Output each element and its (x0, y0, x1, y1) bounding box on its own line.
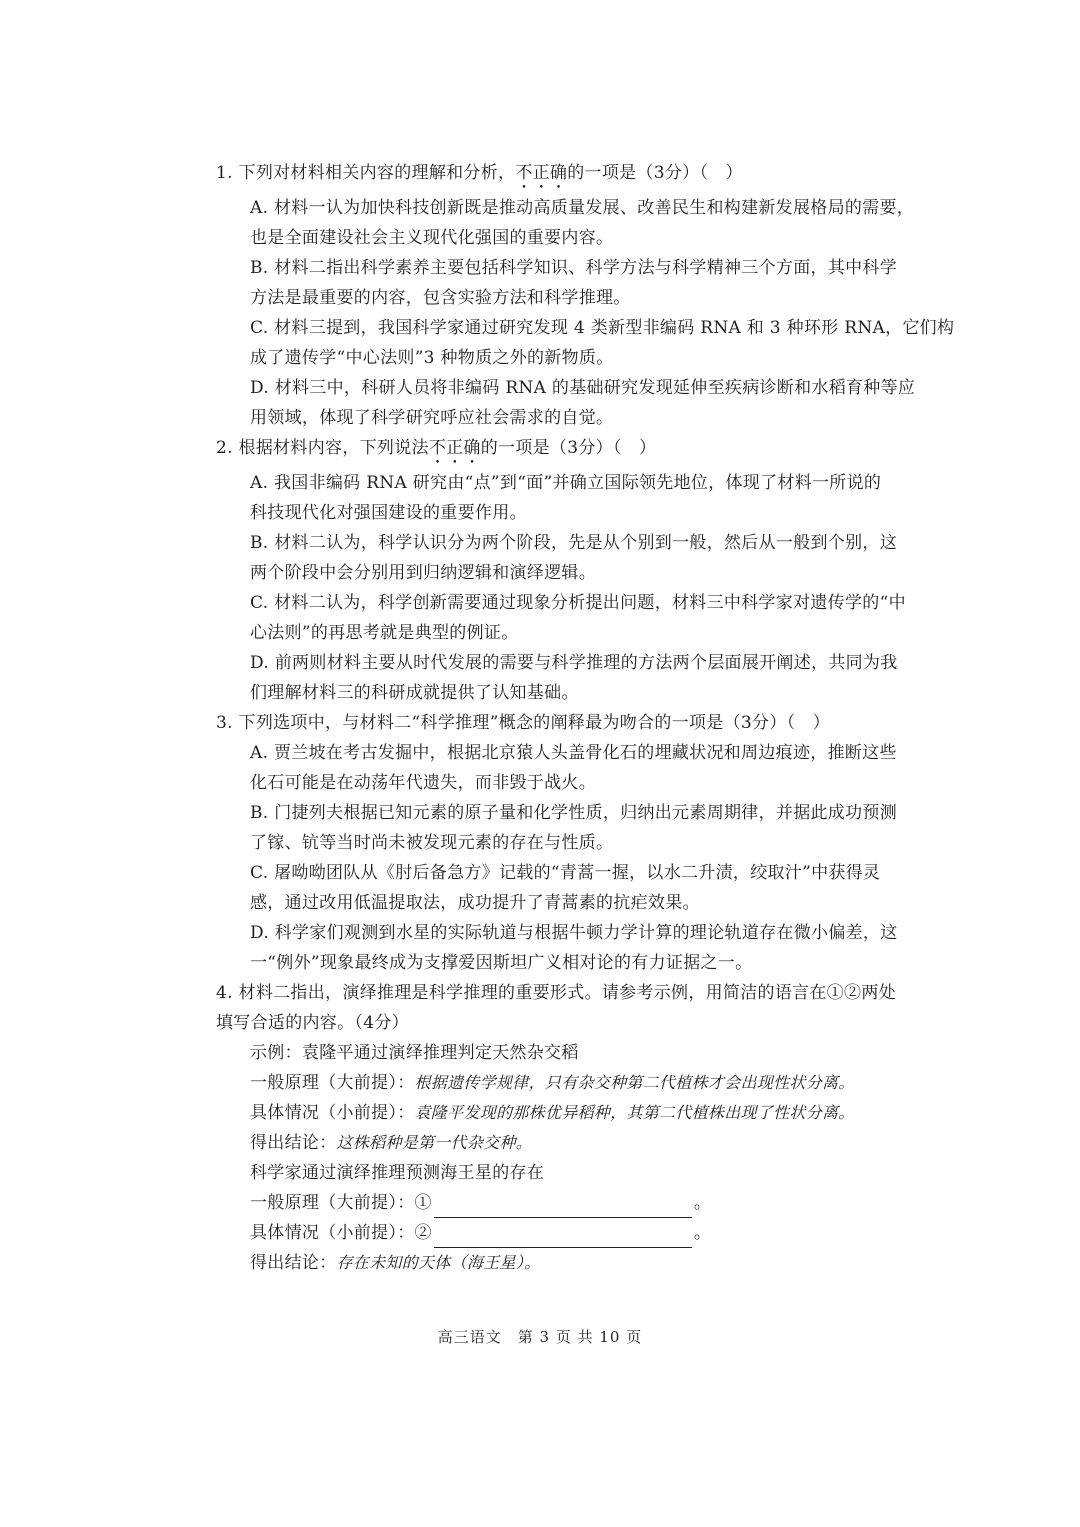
q4-answer-blank-1[interactable] (434, 1199, 692, 1218)
q4-task-minor-period: 。 (693, 1223, 712, 1243)
q2-option-b-line1: B. 材料二认为，科学认识分为两个阶段，先是从个别到一般，然后从一般到个别，这 (250, 533, 897, 553)
q3-stem-text: 3. 下列选项中，与材料二“科学推理”概念的阐释最为吻合的一项是（3分）（ ） (216, 713, 831, 733)
q4-answer-blank-2[interactable] (434, 1229, 692, 1248)
q2-stem-pre: 2. 根据材料内容，下列说法 (216, 438, 429, 458)
q4-example-minor (216, 1098, 856, 1128)
q1-stem-pre: 1. 下列对材料相关内容的理解和分析， (216, 163, 516, 183)
q2-option-a-line1: A. 我国非编码 RNA 研究由“点”到“面”并确立国际领先地位，体现了材料一所说的 (250, 473, 882, 493)
q4-example-major (216, 1068, 856, 1098)
q4-example-minor-label: 具体情况（小前提）： (250, 1103, 415, 1123)
q4-example-major-text: 根据遗传学规律，只有杂交种第二代植株才会出现性状分离。 (414, 1073, 855, 1092)
q3-option-a-cont (216, 768, 856, 798)
q4-example-title-text: 示例：袁隆平通过演绎推理判定天然杂交稻 (250, 1043, 579, 1063)
q2-option-c (216, 588, 906, 618)
q1-option-b (216, 253, 897, 283)
q1-stem (216, 158, 856, 193)
q2-stem (216, 433, 856, 468)
q1-option-a-cont (216, 223, 856, 253)
q1-option-a-line2: 也是全面建设社会主义现代化强国的重要内容。 (250, 228, 614, 248)
q1-option-a-line1: A. 材料一认为加快科技创新既是推动高质量发展、改善民生和构建新发展格局的需要， (250, 198, 915, 218)
q2-stem-emphasis: 不正确 (428, 438, 481, 458)
q2-option-b-cont (216, 558, 856, 588)
q4-task-major-label: 一般原理（大前提）：① (250, 1193, 432, 1213)
q3-stem (216, 708, 856, 738)
q3-option-b-line1: B. 门捷列夫根据已知元素的原子量和化学性质，归纳出元素周期律，并据此成功预测 (250, 803, 897, 823)
q4-task-title-text: 科学家通过演绎推理预测海王星的存在 (250, 1163, 545, 1183)
q4-stem-line1: 4. 材料二指出，演绎推理是科学推理的重要形式。请参考示例，用简洁的语言在①②两处 (216, 983, 896, 1003)
q4-task-major-period: 。 (693, 1193, 712, 1213)
q4-example-title (216, 1038, 856, 1068)
q4-task-major (216, 1188, 856, 1218)
q2-option-c-line2: 心法则”的再思考就是典型的例证。 (250, 623, 519, 643)
q2-option-d-line1: D. 前两则材料主要从时代发展的需要与科学推理的方法两个层面展开阐述，共同为我 (250, 653, 898, 673)
q3-option-b-cont (216, 828, 856, 858)
q4-stem (216, 978, 896, 1008)
q2-option-b-line2: 两个阶段中会分别用到归纳逻辑和演绎逻辑。 (250, 563, 596, 583)
q2-stem-post: 的一项是（3分）（ ） (480, 438, 657, 458)
q3-option-a-line2: 化石可能是在动荡年代遗失，而非毁于战火。 (250, 773, 596, 793)
q1-option-c-cont (216, 343, 856, 373)
q2-option-d-cont (216, 678, 856, 708)
q3-option-b (216, 798, 897, 828)
q3-option-d-cont (216, 948, 856, 978)
q1-option-d-line2: 用领域，体现了科学研究呼应社会需求的自觉。 (250, 408, 614, 428)
q1-option-a (216, 193, 915, 223)
q4-stem-cont (216, 1008, 856, 1038)
q2-option-a-line2: 科技现代化对强国建设的重要作用。 (250, 503, 527, 523)
q3-option-a (216, 738, 897, 768)
q3-option-d-line2: 一“例外”现象最终成为支撑爱因斯坦广义相对论的有力证据之一。 (250, 953, 753, 973)
q4-task-title (216, 1158, 856, 1188)
q2-option-d-line2: 们理解材料三的科研成就提供了认知基础。 (250, 683, 579, 703)
q3-option-c (216, 858, 881, 888)
q1-option-d-cont (216, 403, 856, 433)
q3-option-b-line2: 了镓、钪等当时尚未被发现元素的存在与性质。 (250, 833, 614, 853)
q1-option-b-line1: B. 材料二指出科学素养主要包括科学知识、科学方法与科学精神三个方面，其中科学 (250, 258, 897, 278)
q3-option-c-line1: C. 屠呦呦团队从《肘后备急方》记载的“青蒿一握，以水二升渍，绞取汁”中获得灵 (250, 863, 881, 883)
q4-stem-line2: 填写合适的内容。（4分） (216, 1013, 409, 1033)
page-footer: 高三语文 第 3 页 共 10 页 (437, 1328, 643, 1346)
q4-task-minor (216, 1218, 856, 1248)
q4-example-minor-text: 袁隆平发现的那株优异稻种，其第二代植株出现了性状分离。 (414, 1103, 855, 1122)
q1-option-d (216, 373, 916, 403)
q3-option-c-line2: 感，通过改用低温提取法，成功提升了青蒿素的抗疟效果。 (250, 893, 700, 913)
q2-option-c-cont (216, 618, 856, 648)
q2-option-d (216, 648, 898, 678)
q1-stem-emphasis: 不正确 (515, 163, 568, 183)
q1-option-c-line1: C. 材料三提到，我国科学家通过研究发现 4 类新型非编码 RNA 和 3 种环形 RNA，它们构 (250, 318, 955, 338)
q2-option-b (216, 528, 897, 558)
q2-option-a (216, 468, 882, 498)
q3-option-c-cont (216, 888, 856, 918)
q4-task-conclusion (216, 1248, 856, 1278)
q4-task-conclusion-text: 存在未知的天体（海王星）。 (336, 1253, 541, 1272)
q3-option-d (216, 918, 898, 948)
q2-option-a-cont (216, 498, 856, 528)
q1-option-c-line2: 成了遗传学“中心法则”3 种物质之外的新物质。 (250, 348, 614, 368)
q1-stem-post: 的一项是（3分）（ ） (567, 163, 743, 183)
q1-option-b-line2: 方法是最重要的内容，包含实验方法和科学推理。 (250, 288, 631, 308)
q4-example-conclusion (216, 1128, 856, 1158)
q4-example-conclusion-text: 这株稻种是第一代杂交种。 (336, 1133, 533, 1152)
q4-example-major-label: 一般原理（大前提）： (250, 1073, 415, 1093)
q3-option-a-line1: A. 贾兰坡在考古发掘中，根据北京猿人头盖骨化石的埋藏状况和周边痕迹，推断这些 (250, 743, 897, 763)
q1-option-b-cont (216, 283, 856, 313)
q1-option-d-line1: D. 材料三中，科研人员将非编码 RNA 的基础研究发现延伸至疾病诊断和水稻育种等应 (250, 378, 916, 398)
q4-example-conclusion-label: 得出结论： (250, 1133, 337, 1153)
q1-option-c (216, 313, 955, 343)
q3-option-d-line1: D. 科学家们观测到水星的实际轨道与根据牛顿力学计算的理论轨道存在微小偏差，这 (250, 923, 898, 943)
q2-option-c-line1: C. 材料二认为，科学创新需要通过现象分析提出问题，材料三中科学家对遗传学的“中 (250, 593, 906, 613)
exam-content (216, 158, 955, 1278)
q4-task-conclusion-label: 得出结论： (250, 1253, 337, 1273)
q4-task-minor-label: 具体情况（小前提）：② (250, 1223, 432, 1243)
